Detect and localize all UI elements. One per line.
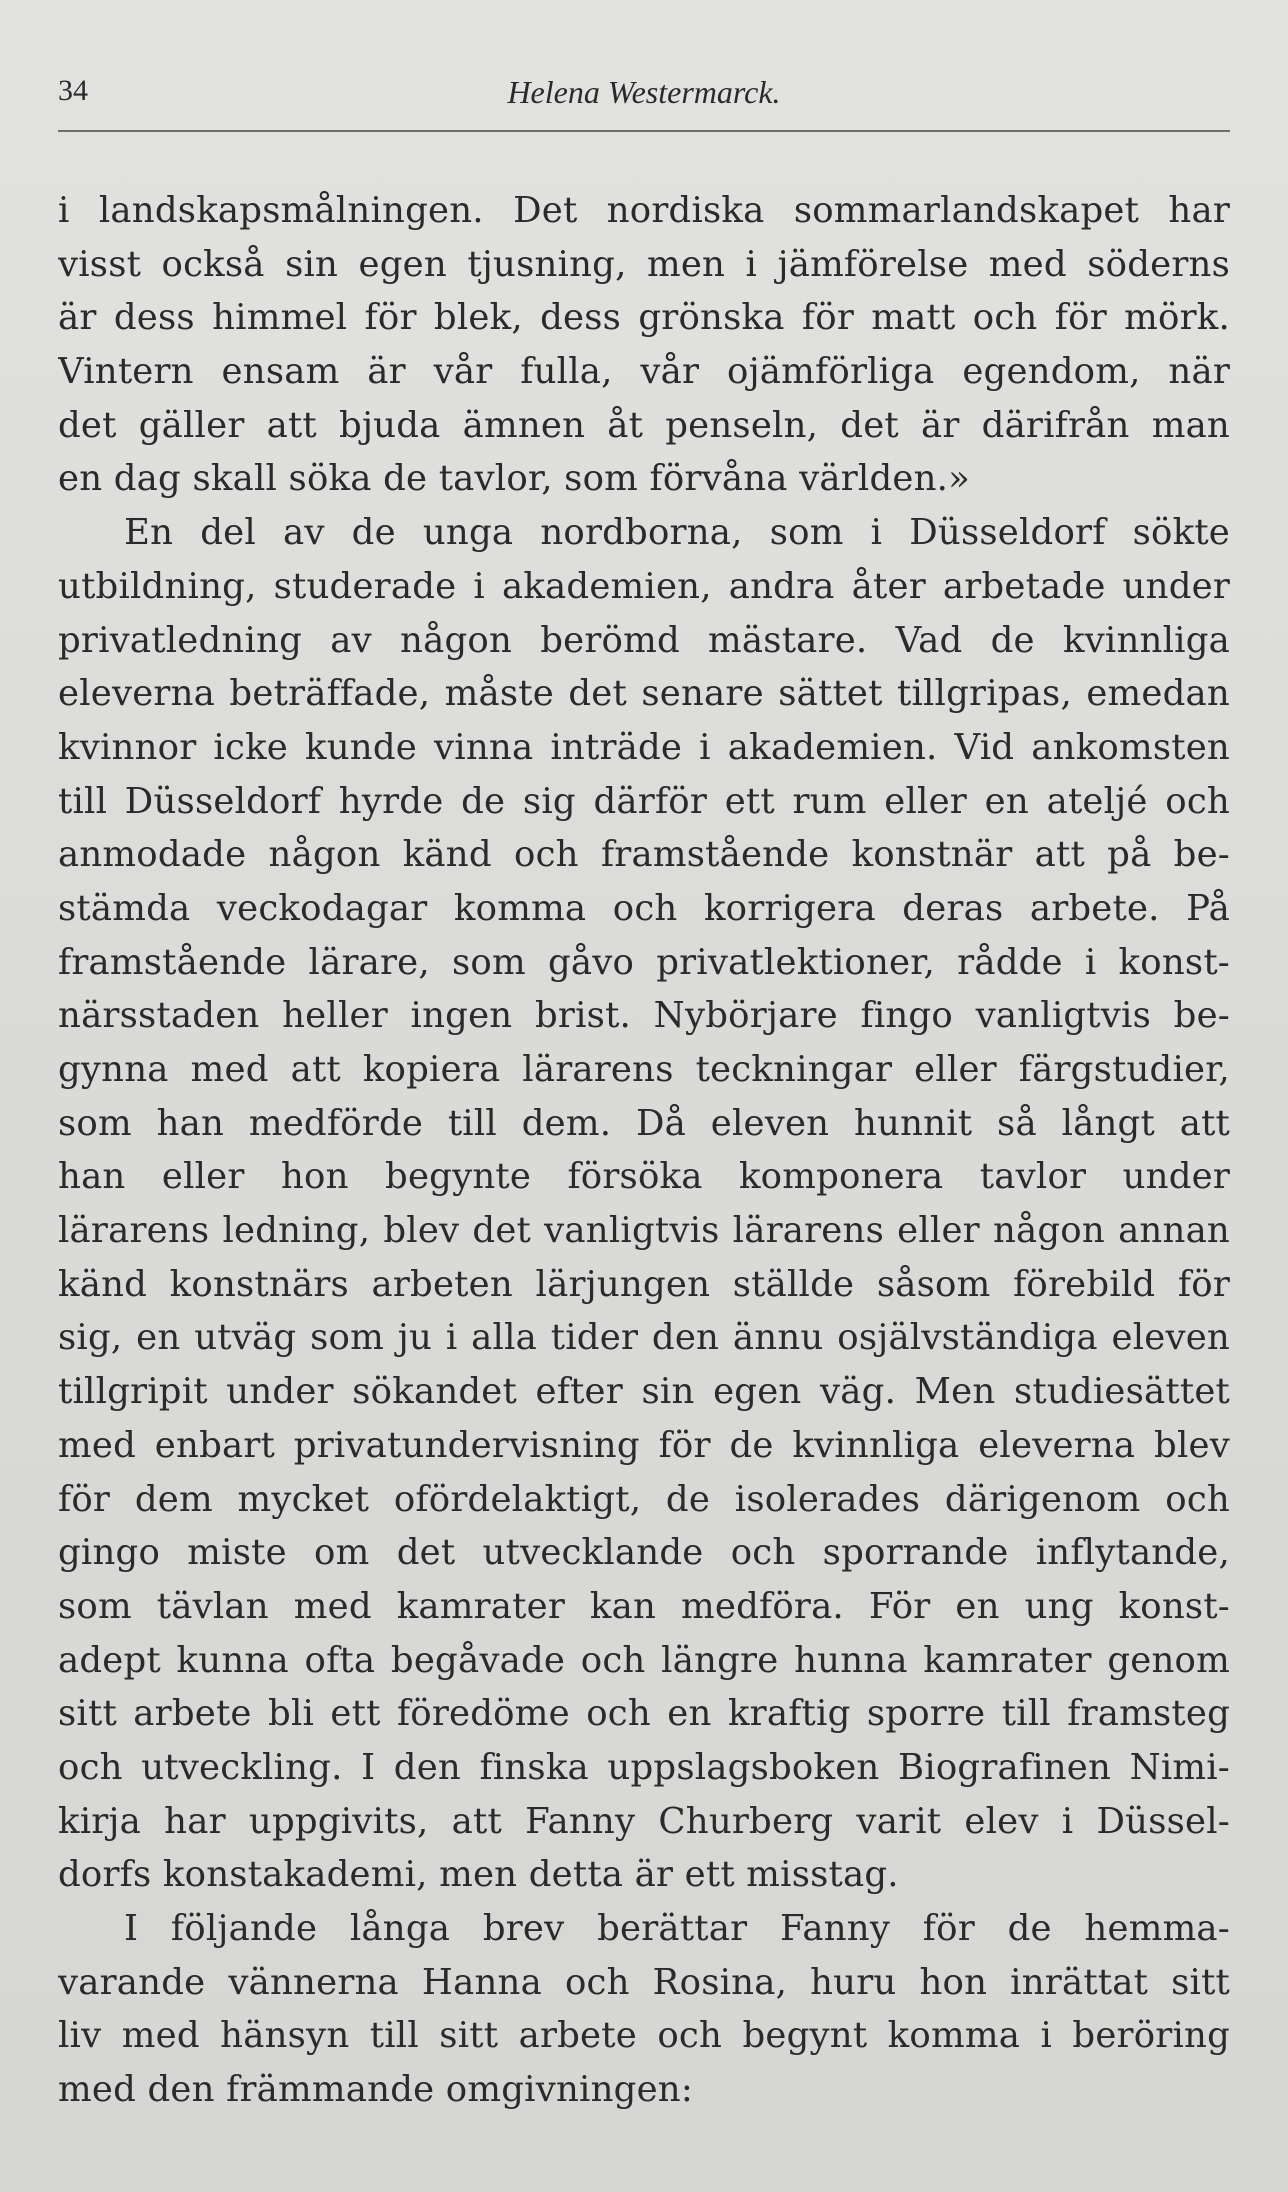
text-line: det gäller att bjuda ämnen åt penseln, det är därifrån man	[58, 404, 1230, 446]
text-line: med enbart privatundervisning för de kvinnliga eleverna blev	[58, 1424, 1230, 1466]
text-line: lärarens ledning, blev det vanligtvis lärarens eller någon annan	[58, 1210, 1230, 1252]
text-line: visst också sin egen tjusning, men i jämförelse med söderns	[58, 243, 1230, 285]
text-line: tillgripit under sökandet efter sin egen väg. Men studiesättet	[58, 1371, 1230, 1413]
header-rule	[58, 130, 1230, 132]
text-line: stämda veckodagar komma och korrigera deras arbete. På	[58, 887, 1230, 929]
text-line: anmodade någon känd och framstående konstnär att på be-	[58, 834, 1230, 876]
text-line: i landskapsmålningen. Det nordiska sommarlandskapet har	[58, 190, 1230, 231]
text-line: för dem mycket ofördelaktigt, de isolerades därigenom och	[58, 1478, 1230, 1520]
text-line: framstående lärare, som gåvo privatlektioner, rådde i konst-	[58, 941, 1230, 983]
text-line: sig, en utväg som ju i alla tider den ännu osjälvständiga eleven	[58, 1317, 1230, 1359]
text-line: utbildning, studerade i akademien, andra åter arbetade under	[58, 565, 1230, 607]
text-line: privatledning av någon berömd mästare. Vad de kvinnliga	[58, 619, 1230, 661]
text-line: han eller hon begynte försöka komponera tavlor under	[58, 1156, 1230, 1198]
text-line: närsstaden heller ingen brist. Nybörjare fingo vanligtvis be-	[58, 995, 1230, 1037]
text-line: kvinnor icke kunde vinna inträde i akademien. Vid ankomsten	[58, 726, 1230, 768]
text-line: varande vännerna Hanna och Rosina, huru hon inrättat sitt	[58, 1961, 1230, 2003]
text-line: eleverna beträffade, måste det senare sättet tillgripas, emedan	[58, 673, 1230, 715]
text-line: Vintern ensam är vår fulla, vår ojämförliga egendom, när	[58, 351, 1230, 393]
text-line: gynna med att kopiera lärarens teckningar eller färgstudier,	[58, 1049, 1230, 1090]
text-line: och utveckling. I den finska uppslagsboken Biografinen Nimi-	[58, 1746, 1230, 1788]
text-line: I följande långa brev berättar Fanny för de hemma-	[124, 1908, 1230, 1949]
text-line: är dess himmel för blek, dess grönska för matt och för mörk.	[58, 297, 1230, 339]
text-line: med den främmande omgivningen:	[58, 2069, 694, 2111]
text-line: som han medförde till dem. Då eleven hunnit så långt att	[58, 1102, 1230, 1144]
text-line: till Düsseldorf hyrde de sig därför ett rum eller en ateljé och	[58, 780, 1230, 822]
body-text	[58, 184, 1230, 2117]
text-line: En del av de unga nordborna, som i Düsseldorf sökte	[124, 512, 1230, 554]
running-head: Helena Westermarck.	[507, 74, 781, 110]
text-line: sitt arbete bli ett föredöme och en kraftig sporre till framsteg	[58, 1693, 1230, 1735]
text-line: gingo miste om det utvecklande och sporrande inflytande,	[58, 1532, 1230, 1574]
text-line: kirja har uppgivits, att Fanny Churberg varit elev i Düssel-	[58, 1800, 1230, 1842]
text-line: liv med hänsyn till sitt arbete och begynt komma i beröring	[58, 2015, 1230, 2057]
text-line: dorfs konstakademi, men detta är ett misstag.	[58, 1854, 899, 1896]
page-header	[58, 70, 1230, 126]
text-line: som tävlan med kamrater kan medföra. För en ung konst-	[58, 1585, 1230, 1627]
page-number: 34	[58, 74, 88, 107]
text-line: adept kunna ofta begåvade och längre hunna kamrater genom	[58, 1639, 1230, 1681]
text-line: känd konstnärs arbeten lärjungen ställde såsom förebild för	[58, 1263, 1230, 1305]
text-line: en dag skall söka de tavlor, som förvåna världen.»	[58, 458, 971, 500]
